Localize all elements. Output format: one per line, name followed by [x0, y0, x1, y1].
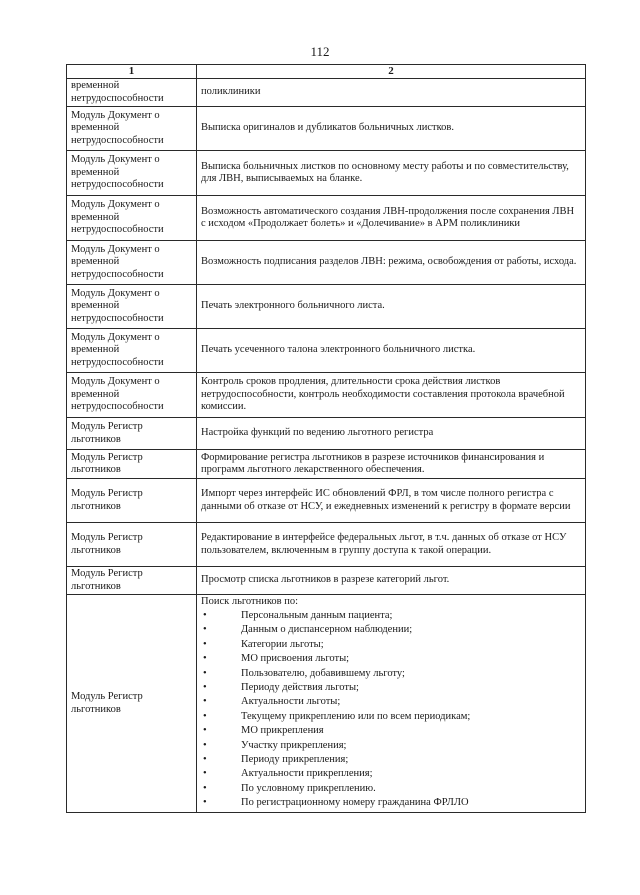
- search-criteria-cell: [197, 595, 586, 812]
- table-header-row: [67, 65, 586, 79]
- description-cell: Печать электронного больничного листа.: [197, 285, 586, 329]
- table-row: [67, 479, 586, 523]
- table-row: [67, 567, 586, 595]
- table-row-search: [67, 595, 586, 812]
- module-cell: Модуль Документ о временной нетрудоспособности: [67, 196, 197, 241]
- search-criteria-item: • Периоду действия льготы;: [201, 681, 581, 695]
- description-cell: поликлиники: [197, 79, 586, 107]
- search-criteria-item: • Персональным данным пациента;: [201, 609, 581, 623]
- module-cell: Модуль Регистр льготников: [67, 523, 197, 567]
- search-intro: Поиск льготников по:: [201, 596, 299, 608]
- module-cell: временной нетрудоспособности: [67, 79, 197, 107]
- search-criteria-item: • Текущему прикреплению или по всем периодикам;: [201, 710, 581, 724]
- table-row: [67, 79, 586, 107]
- search-criteria-item: • По регистрационному номеру гражданина ФРЛЛО: [201, 796, 581, 810]
- description-cell: Печать усеченного талона электронного больничного листка.: [197, 329, 586, 373]
- search-criteria-list: [201, 609, 581, 811]
- table-row: [67, 373, 586, 418]
- description-cell: Возможность подписания разделов ЛВН: режима, освобождения от работы, исхода.: [197, 241, 586, 285]
- module-cell: Модуль Документ о временной нетрудоспособности: [67, 285, 197, 329]
- description-cell: Контроль сроков продления, длительности срока действия листков нетрудоспособности, контроль необходимости составления протокола врачебной комиссии.: [197, 373, 586, 418]
- table-row: [67, 523, 586, 567]
- description-cell: Редактирование в интерфейсе федеральных льгот, в т.ч. данных об отказе от НСУ пользователем, включенным в группу доступа к такой операции.: [197, 523, 586, 567]
- table-row: [67, 329, 586, 373]
- module-cell: Модуль Регистр льготников: [67, 450, 197, 479]
- table-row: [67, 107, 586, 151]
- module-cell: Модуль Регистр льготников: [67, 479, 197, 523]
- table-row: [67, 285, 586, 329]
- description-cell: Выписка оригиналов и дубликатов больничных листков.: [197, 107, 586, 151]
- page-number: 112: [310, 44, 330, 59]
- table-row: [67, 450, 586, 479]
- module-cell: Модуль Документ о временной нетрудоспособности: [67, 241, 197, 285]
- search-criteria-item: • Данным о диспансерном наблюдении;: [201, 623, 581, 637]
- search-criteria-item: • Пользователю, добавившему льготу;: [201, 667, 581, 681]
- search-criteria-item: • МО присвоения льготы;: [201, 652, 581, 666]
- search-criteria-item: • Актуальности льготы;: [201, 695, 581, 709]
- description-cell: Выписка больничных листков по основному месту работы и по совместительству, для ЛВН, выписываемых на бланке.: [197, 151, 586, 196]
- table-row: [67, 151, 586, 196]
- functions-table: [66, 64, 586, 813]
- search-criteria-item: • Категории льготы;: [201, 638, 581, 652]
- module-cell: Модуль Документ о временной нетрудоспособности: [67, 151, 197, 196]
- module-cell: Модуль Регистр льготников: [67, 418, 197, 450]
- description-cell: Импорт через интерфейс ИС обновлений ФРЛ, в том числе полного регистра с данными об отказе от НСУ, и ежедневных изменений к регистру в формате версии: [197, 479, 586, 523]
- module-cell: Модуль Документ о временной нетрудоспособности: [67, 373, 197, 418]
- search-criteria-item: • Актуальности прикрепления;: [201, 767, 581, 781]
- description-cell: Формирование регистра льготников в разрезе источников финансирования и программ льготного лекарственного обеспечения.: [197, 450, 586, 479]
- module-cell: Модуль Документ о временной нетрудоспособности: [67, 329, 197, 373]
- description-cell: Просмотр списка льготников в разрезе категорий льгот.: [197, 567, 586, 595]
- module-cell: Модуль Регистр льготников: [67, 595, 197, 812]
- search-criteria-item: • По условному прикреплению.: [201, 782, 581, 796]
- search-criteria-item: • Участку прикрепления;: [201, 739, 581, 753]
- column-header-2: 2: [197, 65, 586, 79]
- search-criteria-item: • МО прикрепления: [201, 724, 581, 738]
- table-row: [67, 241, 586, 285]
- description-cell: Возможность автоматического создания ЛВН-продолжения после сохранения ЛВН с исходом «Продолжает болеть» и «Долечивание» в АРМ поликлиники: [197, 196, 586, 241]
- module-cell: Модуль Регистр льготников: [67, 567, 197, 595]
- column-header-1: 1: [67, 65, 197, 79]
- search-criteria-item: • Периоду прикрепления;: [201, 753, 581, 767]
- table-row: [67, 196, 586, 241]
- description-cell: Настройка функций по ведению льготного регистра: [197, 418, 586, 450]
- module-cell: Модуль Документ о временной нетрудоспособности: [67, 107, 197, 151]
- table-row: [67, 418, 586, 450]
- table-body: [67, 79, 586, 813]
